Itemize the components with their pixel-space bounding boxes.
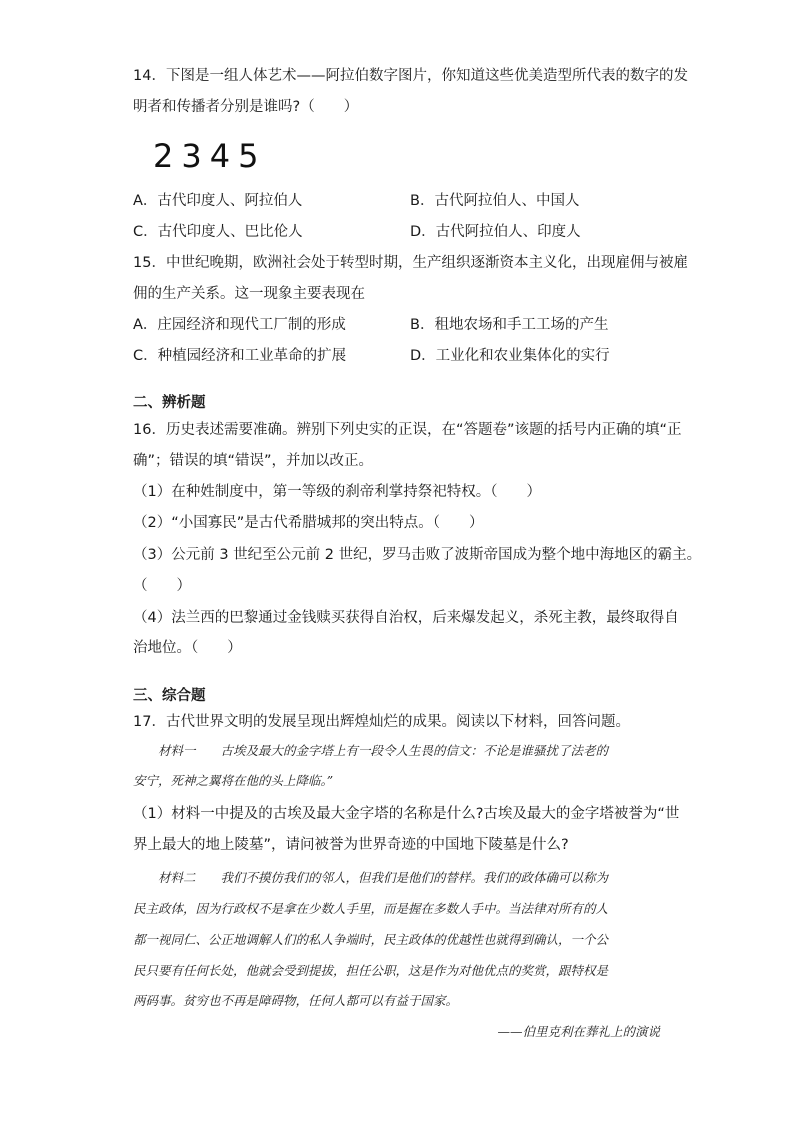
q15-option-a: A．庄园经济和现代工厂制的形成	[133, 317, 346, 333]
q14-stem-line2: 明者和传播者分别是谁吗?（ ）	[133, 99, 359, 115]
q17-material-2-line2: 民主政体，因为行政权不是拿在少数人手里，而是握在多数人手中。当法律对所有的人	[133, 901, 609, 916]
q14-option-b: B．古代阿拉伯人、中国人	[410, 193, 580, 209]
q16-item-4-line1: （4）法兰西的巴黎通过金钱赎买获得自治权，后来爆发起义，杀死主教，最终取得自	[133, 610, 679, 626]
q14-option-a: A．古代印度人、阿拉伯人	[133, 193, 303, 209]
q17-material-2-source: ——伯里克利在葬礼上的演说	[497, 1024, 660, 1039]
section-2-title: 二、辨析题	[133, 395, 206, 411]
section-3-title: 三、综合题	[133, 688, 206, 704]
q16-item-1: （1）在种姓制度中，第一等级的刹帝利掌持祭祀特权。（ ）	[133, 484, 541, 500]
q16-item-3-line1: （3）公元前 3 世纪至公元前 2 世纪，罗马击败了波斯帝国成为整个地中海地区的霸主。	[133, 547, 702, 563]
q16-stem-line1: 16．历史表述需要准确。辨别下列史实的正误，在“答题卷”该题的括号内正确的填“正	[133, 422, 682, 438]
arabic-numerals-figure: 2345	[153, 137, 267, 175]
q15-stem-line1: 15．中世纪晚期，欧洲社会处于转型时期，生产组织逐渐资本主义化，出现雇佣与被雇	[133, 255, 688, 271]
q15-option-c: C．种植园经济和工业革命的扩展	[133, 348, 347, 364]
q17-question-1-line2: 界上最大的地上陵墓”，请问被誉为世界奇迹的中国地下陵墓是什么?	[133, 837, 569, 853]
q17-question-1-line1: （1）材料一中提及的古埃及最大金字塔的名称是什么?古埃及最大的金字塔被誉为“世	[133, 806, 680, 822]
q14-stem-line1: 14．下图是一组人体艺术——阿拉伯数字图片，你知道这些优美造型所代表的数字的发	[133, 68, 688, 84]
q17-material-2-line5: 两码事。贫穷也不再是障碍物，任何人都可以有益于国家。	[133, 993, 459, 1008]
q15-option-d: D．工业化和农业集体化的实行	[410, 348, 610, 364]
q14-option-c: C．古代印度人、巴比伦人	[133, 224, 303, 240]
q16-item-3-line2: （ ）	[133, 578, 191, 594]
q15-option-b: B．租地农场和手工工场的产生	[410, 317, 609, 333]
q17-material-1-line2: 安宁，死神之翼将在他的头上降临。”	[133, 773, 334, 788]
q16-item-2: （2）“小国寡民”是古代希腊城邦的突出特点。（ ）	[133, 515, 484, 531]
q17-intro: 17．古代世界文明的发展呈现出辉煌灿烂的成果。阅读以下材料，回答问题。	[133, 714, 630, 730]
q16-item-4-line2: 治地位。（ ）	[133, 640, 242, 656]
q17-material-1-line1: 材料一 古埃及最大的金字塔上有一段令人生畏的信文：不论是谁骚扰了法老的	[133, 743, 609, 758]
q16-stem-line2: 确”；错误的填“错误”，并加以改正。	[133, 453, 374, 469]
q17-material-2-line3: 都一视同仁、公正地调解人们的私人争端时，民主政体的优越性也就得到确认，一个公	[133, 932, 609, 947]
q17-material-2-line1: 材料二 我们不摸仿我们的邻人，但我们是他们的替样。我们的政体确可以称为	[133, 870, 609, 885]
q14-option-d: D．古代阿拉伯人、印度人	[410, 224, 581, 240]
q15-stem-line2: 佣的生产关系。这一现象主要表现在	[133, 286, 365, 302]
q17-material-2-line4: 民只要有任何长处，他就会受到提拔，担任公职，这是作为对他优点的奖赏，跟特权是	[133, 963, 609, 978]
